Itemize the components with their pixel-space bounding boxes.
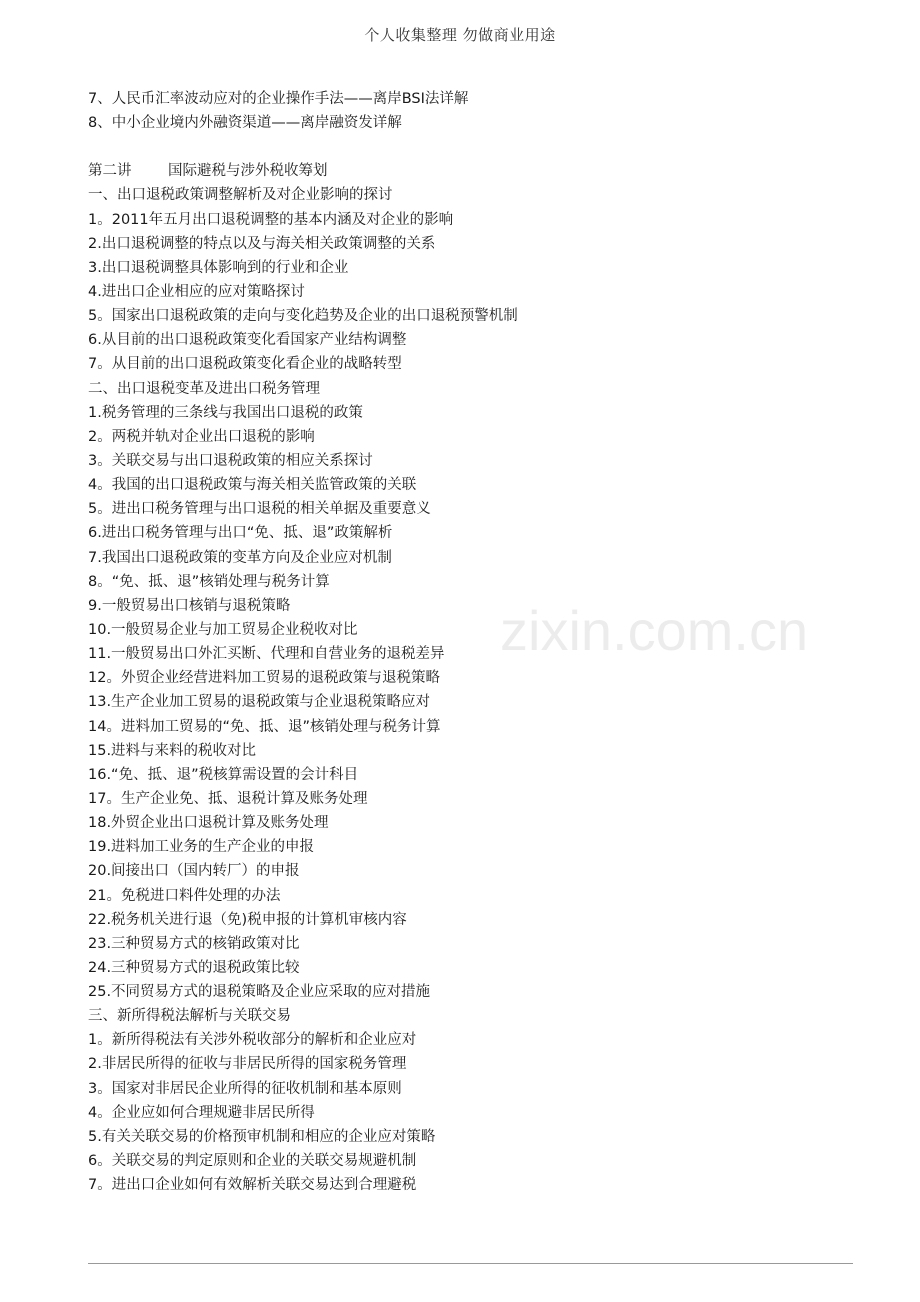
list-item: 3。国家对非居民企业所得的征收机制和基本原则 [88,1080,402,1097]
list-item: 16.“免、抵、退”税核算需设置的会计科目 [88,766,359,783]
list-item: 8、中小企业境内外融资渠道——离岸融资发详解 [88,115,402,132]
list-item: 4。我国的出口退税政策与海关相关监管政策的关联 [88,477,417,494]
section-heading: 三、新所得税法解析与关联交易 [88,1008,291,1025]
list-item: 18.外贸企业出口退税计算及账务处理 [88,815,329,832]
list-item: 7.我国出口退税政策的变革方向及企业应对机制 [88,549,392,566]
list-item: 8。“免、抵、退”核销处理与税务计算 [88,573,330,590]
page-header: 个人收集整理 勿做商业用途 [364,26,556,44]
list-item: 11.一般贸易出口外汇买断、代理和自营业务的退税差异 [88,646,445,663]
footer-divider [88,1263,853,1264]
list-item: 14。进料加工贸易的“免、抵、退”核销处理与税务计算 [88,718,441,735]
list-item: 20.间接出口（国内转厂）的申报 [88,863,300,880]
list-item: 17。生产企业免、抵、退税计算及账务处理 [88,790,368,807]
list-item: 9.一般贸易出口核销与退税策略 [88,597,291,614]
list-item: 3.出口退税调整具体影响到的行业和企业 [88,259,349,276]
list-item: 13.生产企业加工贸易的退税政策与企业退税策略应对 [88,694,431,711]
list-item: 2。两税并轨对企业出口退税的影响 [88,428,315,445]
list-item: 6.进出口税务管理与出口“免、抵、退”政策解析 [88,525,393,542]
list-item: 19.进料加工业务的生产企业的申报 [88,839,315,856]
list-item: 1.税务管理的三条线与我国出口退税的政策 [88,404,363,421]
list-item: 6.从目前的出口退税政策变化看国家产业结构调整 [88,332,407,349]
list-item: 7、人民币汇率波动应对的企业操作手法——离岸BSI法详解 [88,91,469,107]
document-body [88,87,848,1197]
section-heading: 二、出口退税变革及进出口税务管理 [88,380,320,397]
list-item: 1。2011年五月出口退税调整的基本内涵及对企业的影响 [88,211,454,228]
paragraph-gap [88,135,848,159]
list-item: 10.一般贸易企业与加工贸易企业税收对比 [88,621,358,638]
list-item: 24.三种贸易方式的退税政策比较 [88,959,300,976]
list-item: 2.出口退税调整的特点以及与海关相关政策调整的关系 [88,235,436,252]
list-item: 25.不同贸易方式的退税策略及企业应采取的应对措施 [88,984,431,1001]
list-item: 4。企业应如何合理规避非居民所得 [88,1104,315,1121]
list-item: 5.有关关联交易的价格预审机制和相应的企业应对策略 [88,1128,436,1145]
list-item: 5。国家出口退税政策的走向与变化趋势及企业的出口退税预警机制 [88,308,518,325]
list-item: 2.非居民所得的征收与非居民所得的国家税务管理 [88,1056,407,1073]
list-item: 22.税务机关进行退（免)税申报的计算机审核内容 [88,911,407,928]
list-item: 6。关联交易的判定原则和企业的关联交易规避机制 [88,1153,417,1170]
list-item: 3。关联交易与出口退税政策的相应关系探讨 [88,452,373,469]
list-item: 23.三种贸易方式的核销政策对比 [88,935,300,952]
list-item: 7。从目前的出口退税政策变化看企业的战略转型 [88,356,402,373]
lecture-title [88,159,848,183]
list-item: 12。外贸企业经营进料加工贸易的退税政策与退税策略 [88,670,440,687]
lecture-number: 第二讲 [88,163,132,180]
list-item: 7。进出口企业如何有效解析关联交易达到合理避税 [88,1177,417,1194]
list-item: 21。免税进口料件处理的办法 [88,887,281,904]
watermark: zixin.com.cn [500,599,809,662]
lecture-name: 国际避税与涉外税收筹划 [168,163,328,180]
list-item: 1。新所得税法有关涉外税收部分的解析和企业应对 [88,1032,417,1049]
list-item: 5。进出口税务管理与出口退税的相关单据及重要意义 [88,501,431,518]
list-item: 4.进出口企业相应的应对策略探讨 [88,283,305,300]
list-item: 15.进料与来料的税收对比 [88,742,257,759]
section-heading: 一、出口退税政策调整解析及对企业影响的探讨 [88,187,393,204]
